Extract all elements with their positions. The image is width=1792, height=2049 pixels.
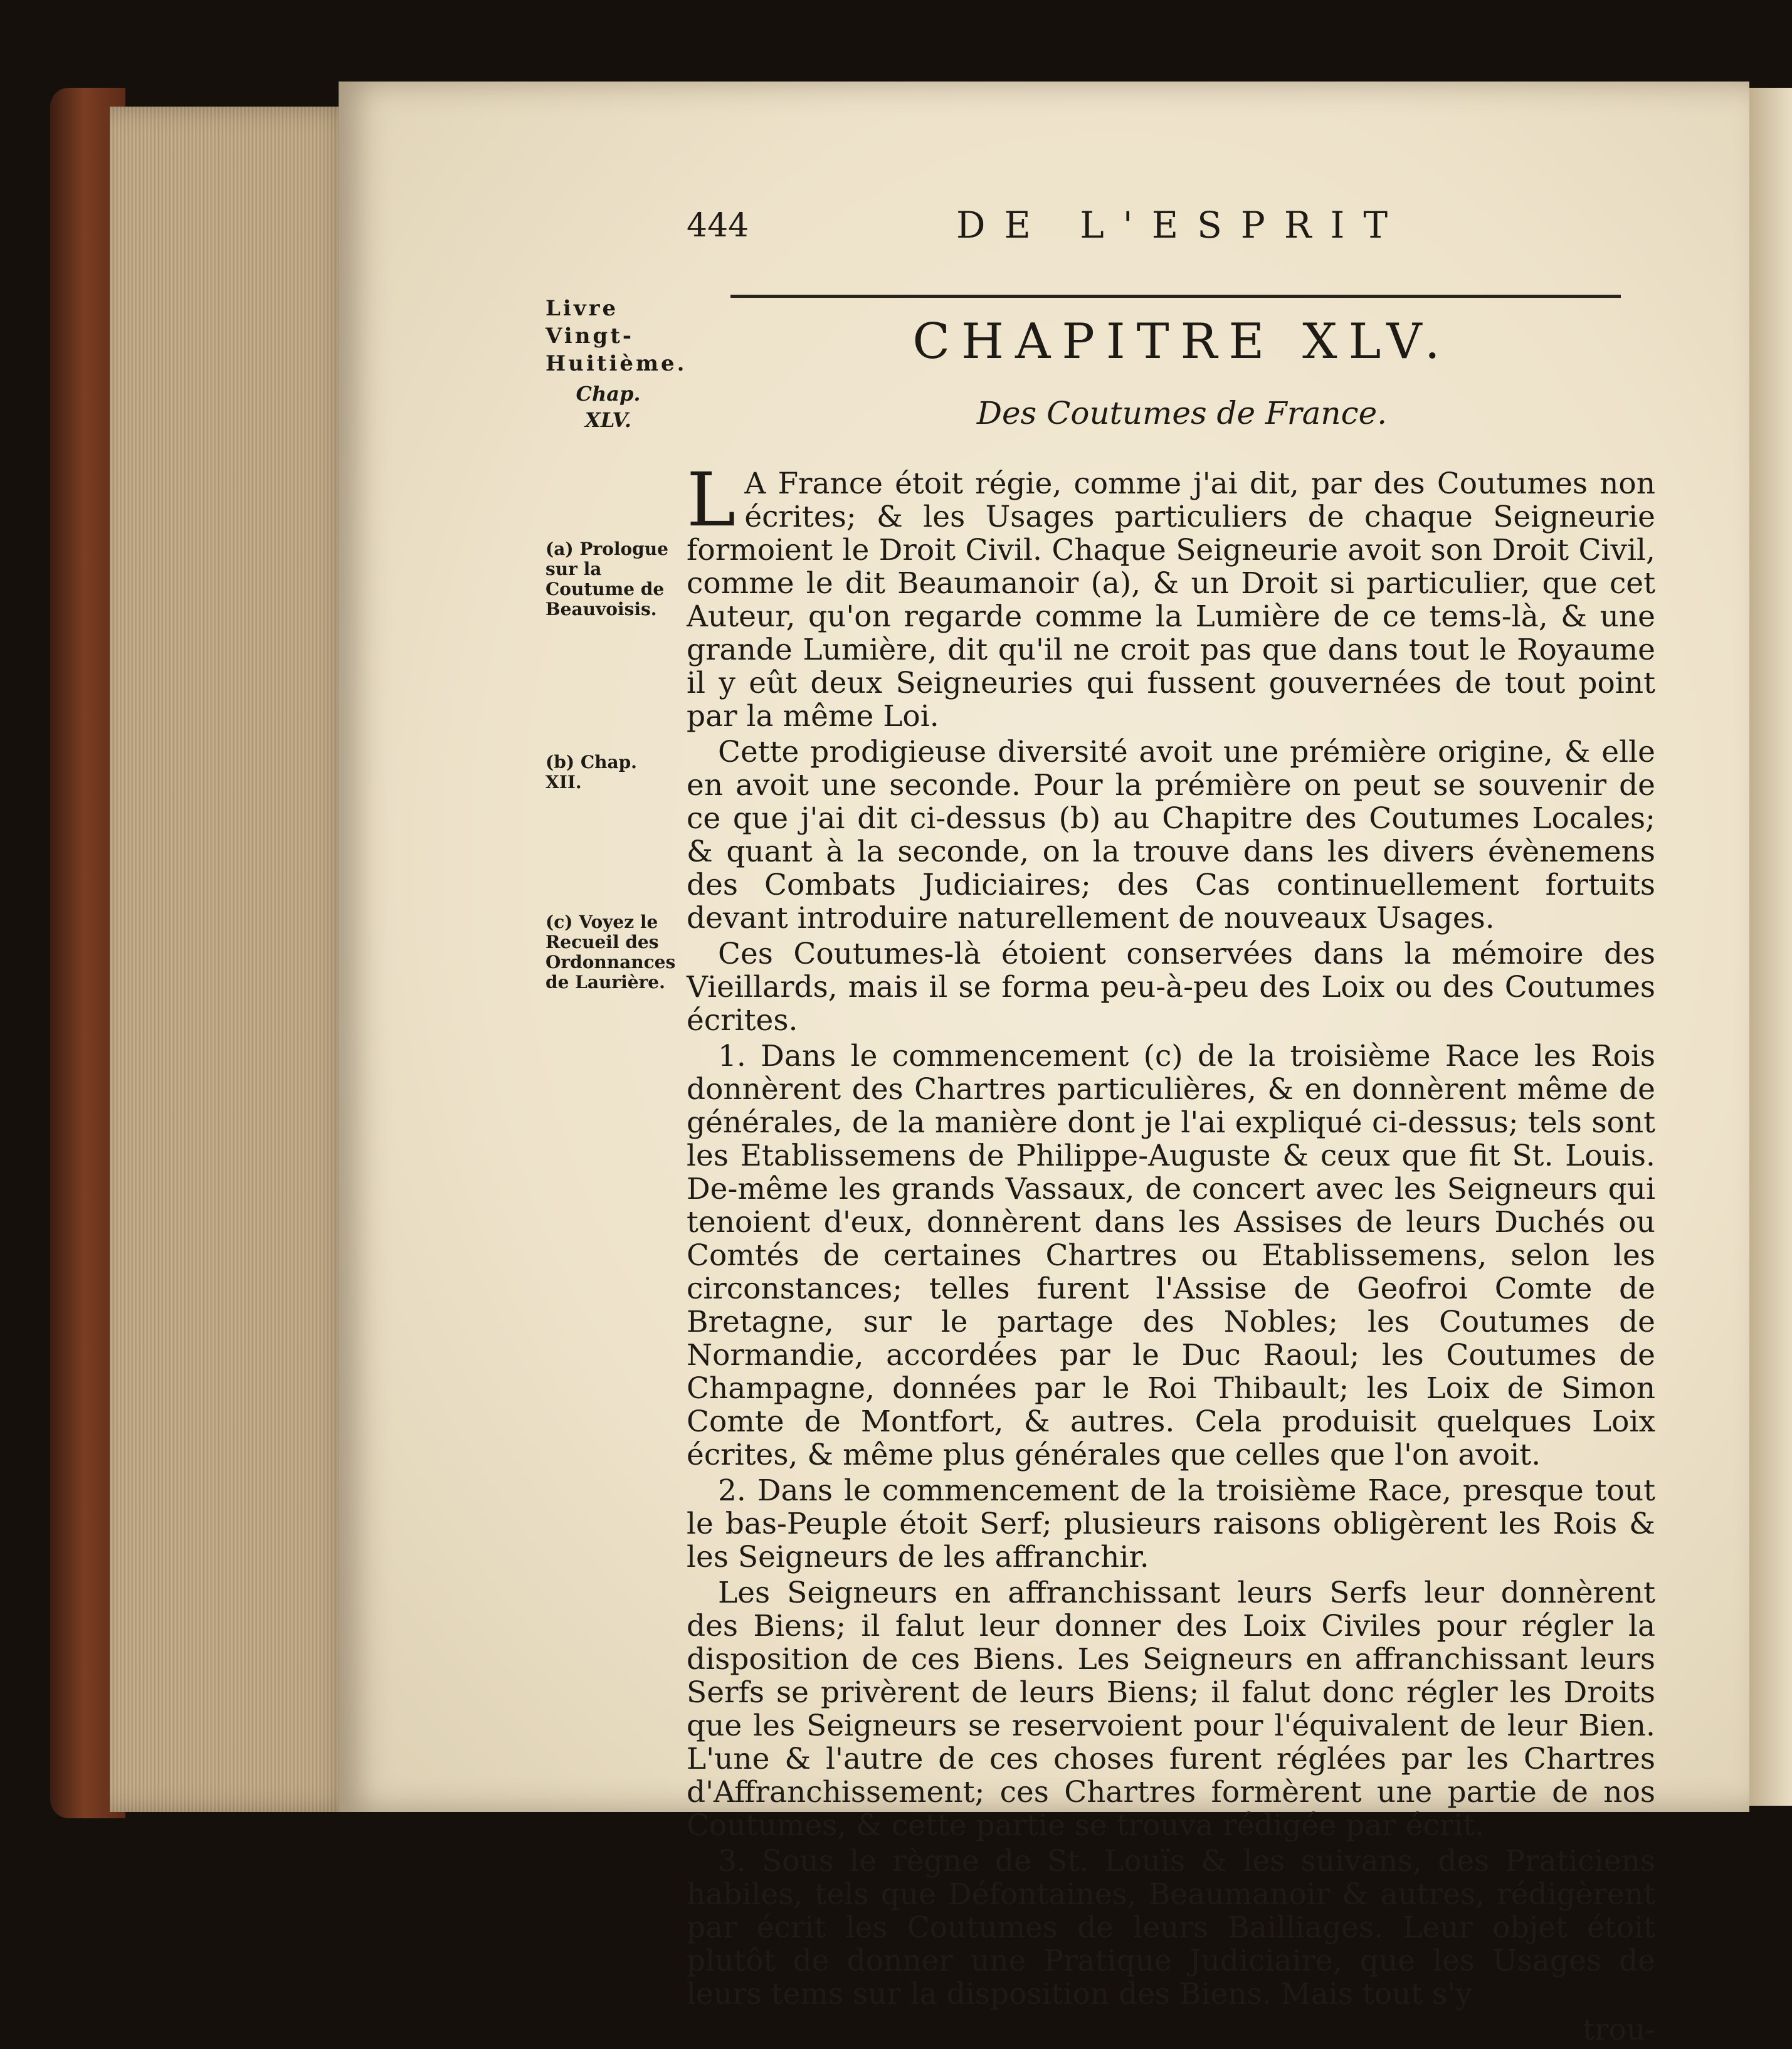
note-b: (b) Chap. XII. bbox=[546, 752, 637, 793]
header-rule bbox=[730, 295, 1621, 298]
drop-cap: L bbox=[687, 456, 736, 543]
chap-label-1: Chap. bbox=[576, 382, 641, 406]
book-label-2: Vingt- bbox=[546, 324, 635, 349]
chap-label-2: XLV. bbox=[585, 408, 631, 432]
paragraph-5: 2. Dans le commencement de la troisième Race, presque tout le bas-Peuple étoit Serf; plusieurs raisons obligèrent les Rois & les Seigneurs de les affranchir. bbox=[687, 1473, 1655, 1574]
note-a: (a) Prologue sur la Coutume de Beauvoisis. bbox=[546, 539, 668, 619]
book-label-3: Huitième. bbox=[546, 351, 687, 376]
paragraph-6: Les Seigneurs en affranchissant leurs Serfs leur donnèrent des Biens; il falut leur donner des Loix Civiles pour régler la disposition de ces Biens. Les Seigneurs en affranchissant leurs Serfs se privèrent de leurs Biens; il falut donc régler les Droits que les Seigneurs se reservoient pour l'équivalent de leur Bien. L'une & l'autre de ces choses furent réglées par les Chartres d'Affranchissement; ces Chartres formèrent une partie de nos Coutumes, & cette partie se trouva rédigée par écrit. bbox=[687, 1576, 1655, 1843]
paragraph-4: 1. Dans le commencement (c) de la troisième Race les Rois donnèrent des Chartres particulières, & en donnèrent même de générales, de la manière dont je l'ai expliqué ci-dessus; tels sont les Etablissemens de Philippe-Auguste & ceux que fit St. Louis. De-même les grands Vassaux, de concert avec les Seigneurs qui tenoient d'eux, donnèrent dans les Assises de leurs Duchés ou Comtés de certaines Chartres ou Etablissemens, selon les circonstances; telles furent l'Assise de Geofroi Comte de Bretagne, sur le partage des Nobles; les Coutumes de Normandie, accordées par le Duc Raoul; les Coutumes de Champagne, données par le Roi Thibault; les Loix de Simon Comte de Montfort, & autres. Cela produisit quelques Loix écrites, & même plus générales que celles que l'on avoit. bbox=[687, 1039, 1655, 1472]
page-edges bbox=[110, 107, 354, 1812]
paragraph-2: Cette prodigieuse diversité avoit une prémière origine, & elle en avoit une seconde. Pour la prémière on peut se souvenir de ce que j'ai dit ci-dessus (b) au Chapitre des Coutumes Locales; & quant à la seconde, on la trouve dans les divers évènemens des Combats Judiciaires; des Cas continuellement fortuits devant introduire naturellement de nouveaux Usages. bbox=[687, 735, 1655, 935]
paragraph-1 bbox=[687, 456, 1655, 734]
paragraph-3: Ces Coutumes-là étoient conservées dans la mémoire des Vieillards, mais il se forma peu-à-peu des Loix ou des Coutumes écrites. bbox=[687, 937, 1655, 1038]
chapter-title: CHAPITRE XLV. bbox=[912, 313, 1452, 370]
paragraph-1-text: A France étoit régie, comme j'ai dit, par des Coutumes non écrites; & les Usages particuliers de chaque Seigneurie formoient le Droit Civil. Chaque Seigneurie avoit son Droit Civil, comme le dit Beaumanoir (a), & un Droit si particulier, que cet Auteur, qu'on regarde comme la Lumière de ce tems-là, & une grande Lumière, dit qu'il ne croit pas que dans tout le Royaume il y eût deux Seigneuries qui fussent gouvernées de tout point par la même Loi. bbox=[687, 466, 1655, 734]
running-title: DE L'ESPRIT bbox=[956, 204, 1407, 246]
page-number: 444 bbox=[687, 207, 749, 245]
facing-page-edge bbox=[1748, 88, 1792, 1806]
margin-notes bbox=[546, 295, 687, 993]
book-label-1: Livre bbox=[546, 296, 619, 321]
chapter-subtitle: Des Coutumes de France. bbox=[976, 395, 1388, 431]
note-c: (c) Voyez le Recueil des Ordonnances de Laurière. bbox=[546, 912, 676, 993]
body-text bbox=[687, 456, 1655, 2049]
page-header bbox=[687, 204, 1658, 260]
paragraph-7: 3. Sous le règne de St. Louïs & les suivans, des Praticiens habiles, tels que Défontaines, Beaumanoir & autres, rédigèrent par écrit les Coutumes de leurs Bailliages. Leur objet étoit plutôt de donner une Pratique Judiciaire, que les Usages de leurs tems sur la disposition des Biens. Mais tout s'y bbox=[687, 1844, 1655, 2011]
catchword: trou- bbox=[1583, 2013, 1655, 2047]
